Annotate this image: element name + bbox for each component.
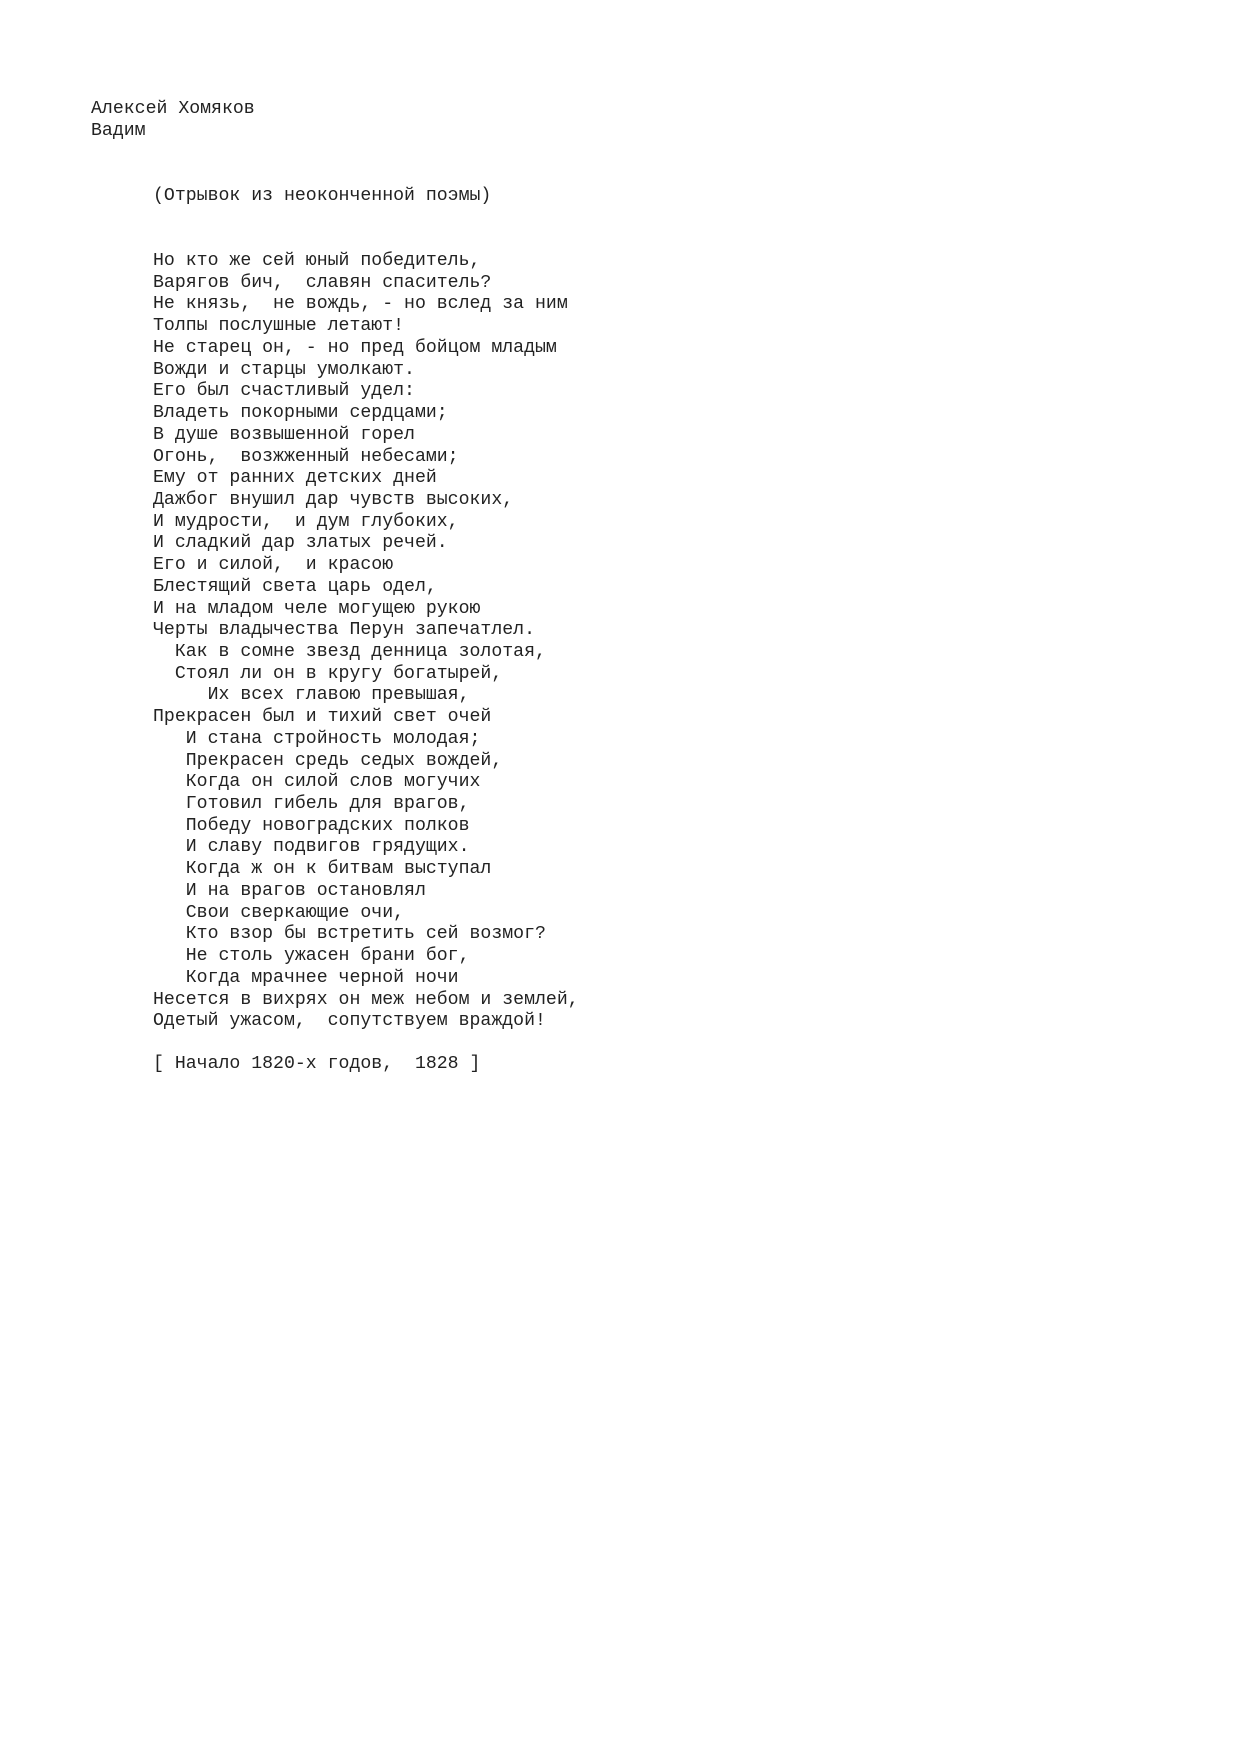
poem-line: Вожди и старцы умолкают.	[153, 359, 415, 380]
poem-line: И славу подвигов грядущих.	[153, 837, 470, 858]
poem-line: Дажбог внушил дар чувств высоких,	[153, 489, 514, 510]
poem-line: Варягов бич, славян спаситель?	[153, 272, 492, 293]
poem-line: Блестящий света царь одел,	[153, 576, 437, 597]
poem-line: Их всех главою превышая,	[153, 685, 470, 706]
poem-line: Когда ж он к битвам выступал	[153, 859, 492, 880]
poem-line: И на врагов остановлял	[153, 880, 426, 901]
poem-line: Как в сомне звезд денница золотая,	[153, 642, 546, 662]
poem-line: Не князь, не вождь, - но вслед за ним	[153, 294, 568, 315]
poem-line: И стана стройность молодая;	[153, 728, 481, 749]
poem-line: Черты владычества Перун запечатлел.	[153, 620, 535, 641]
poem-line: Свои сверкающие очи,	[153, 902, 405, 923]
poem-line: Готовил гибель для врагов,	[153, 794, 470, 814]
poem-line: Не старец он, - но пред бойцом младым	[153, 337, 557, 358]
poem-line: В душе возвышенной горел	[153, 424, 415, 445]
poem-line: И сладкий дар златых речей.	[153, 533, 448, 554]
poem-line: Прекрасен средь седых вождей,	[153, 750, 503, 771]
poem-line: Прекрасен был и тихий свет очей	[153, 707, 492, 728]
poem-line: Его был счастливый удел:	[153, 381, 415, 402]
poem-line: Кто взор бы встретить сей возмог?	[153, 924, 546, 945]
poem-line: Когда мрачнее черной ночи	[153, 967, 459, 988]
date-note: [ Начало 1820-х годов, 1828 ]	[153, 1054, 481, 1074]
poem-line: Толпы послушные летают!	[153, 316, 405, 337]
poem-line: Его и силой, и красою	[153, 555, 394, 576]
poem-line: Несется в вихрях он меж небом и землей,	[153, 989, 579, 1010]
poem-subtitle: (Отрывок из неоконченной поэмы)	[153, 186, 492, 206]
poem-line: Но кто же сей юный победитель,	[153, 251, 481, 271]
author-name: Алексей Хомяков	[91, 99, 255, 119]
poem-line: И мудрости, и дум глубоких,	[153, 511, 459, 532]
poem-line: Когда он силой слов могучих	[153, 772, 481, 793]
poem-line: Одетый ужасом, сопутствуем враждой!	[153, 1011, 546, 1032]
poem-line: Не столь ужасен брани бог,	[153, 946, 470, 966]
poem-line: И на младом челе могущею рукою	[153, 598, 481, 619]
poem-line: Огонь, возжженный небесами;	[153, 446, 459, 467]
poem-line: Ему от ранних детских дней	[153, 468, 437, 489]
poem-title: Вадим	[91, 121, 146, 141]
poem-line: Победу новоградских полков	[153, 815, 470, 836]
poem-line: Стоял ли он в кругу богатырей,	[153, 663, 503, 684]
poem-line: Владеть покорными сердцами;	[153, 403, 448, 423]
